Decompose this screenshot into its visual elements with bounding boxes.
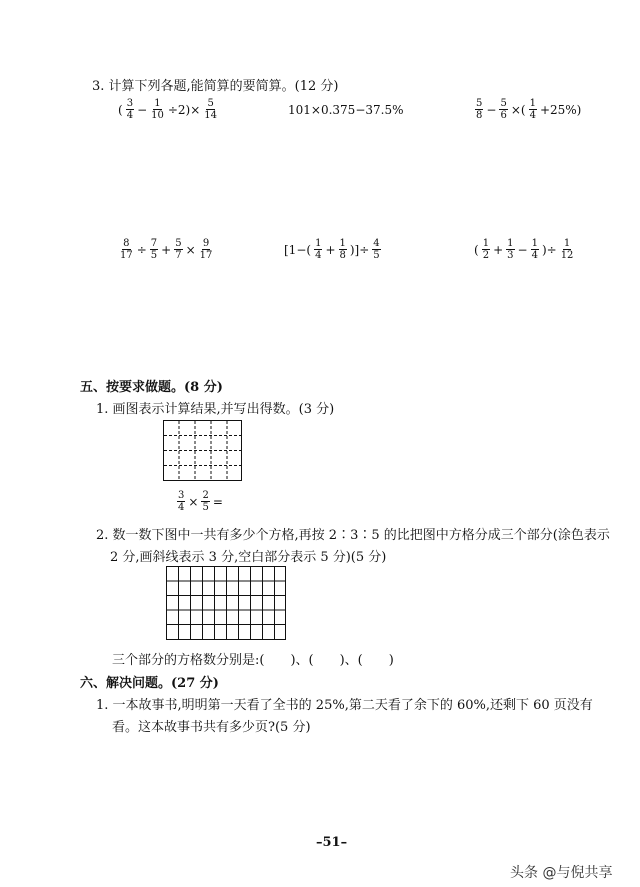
sec5-q2-line2: 2 分,画斜线表示 3 分,空白部分表示 5 分)(5 分) — [110, 550, 387, 565]
sec5-q2-answer-line: 三个部分的方格数分别是:( )、( )、( ) — [112, 653, 394, 668]
sec5-q2-line1: 2. 数一数下图中一共有多少个方格,再按 2∶3∶5 的比把图中方格分成三个部分(涂色表示 — [96, 528, 610, 543]
sec5-q1-title: 1. 画图表示计算结果,并写出得数。(3 分) — [96, 402, 335, 417]
multiplication-expression: $\frac{3}{4}$ × $\frac{2}{5}$ = — [178, 490, 223, 513]
expression-3: $\frac{5}{8}$ − $\frac{5}{6}$ ×( $\frac{1}{4}$ +25%) — [476, 98, 582, 121]
expression-4: $\frac{8}{17}$ ÷ $\frac{7}{5}$ + $\frac{5}{7}$ × $\frac{9}{17}$ — [120, 238, 213, 261]
expression-1: ( $\frac{3}{4}$ − $\frac{1}{10}$ ÷2)× $\frac{5}{14}$ — [118, 98, 218, 121]
square-grid-figure — [166, 566, 287, 641]
expression-2: 101×0.375−37.5% — [288, 103, 404, 117]
watermark-text: 头条 @与倪共享 — [510, 865, 613, 881]
page-number: –51– — [316, 835, 348, 850]
sec6-q1-line2: 看。这本故事书共有多少页?(5 分) — [112, 720, 311, 735]
expression-6: ( $\frac{1}{2}$ + $\frac{1}{3}$ − $\frac{1}{4}$ )÷ $\frac{1}{12}$ — [474, 238, 574, 261]
expression-5: [1−( $\frac{1}{4}$ + $\frac{1}{8}$ )]÷ $\frac{4}{5}$ — [284, 238, 380, 261]
section-5-title: 五、按要求做题。(8 分) — [80, 380, 223, 395]
sec6-q1-line1: 1. 一本故事书,明明第一天看了全书的 25%,第二天看了余下的 60%,还剩下 60 页没有 — [96, 698, 593, 713]
q3-title: 3. 计算下列各题,能简算的要简算。(12 分) — [92, 79, 339, 94]
dashed-grid-figure — [163, 420, 243, 482]
section-6-title: 六、解决问题。(27 分) — [80, 676, 219, 691]
